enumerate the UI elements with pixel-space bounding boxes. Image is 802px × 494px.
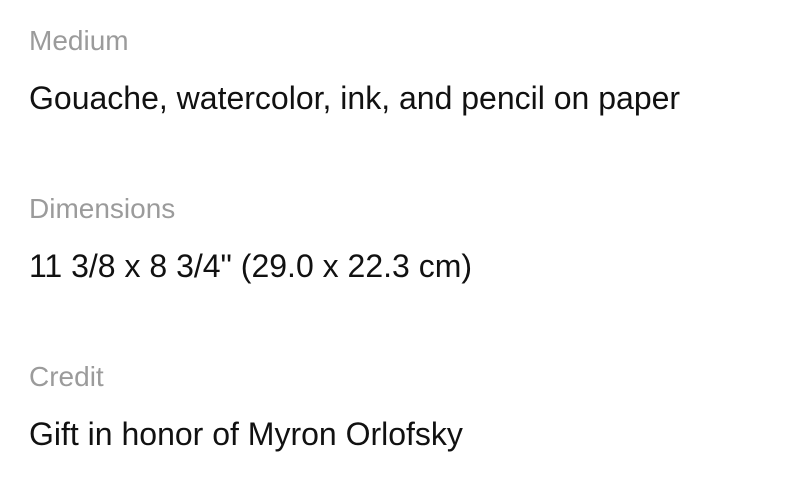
medium-value: Gouache, watercolor, ink, and pencil on paper xyxy=(29,80,681,116)
medium-label: Medium xyxy=(29,25,129,56)
dimensions-field xyxy=(29,192,789,286)
credit-label: Credit xyxy=(29,361,104,392)
artwork-details xyxy=(29,24,789,454)
credit-value: Gift in honor of Myron Orlofsky xyxy=(29,416,463,452)
credit-field xyxy=(29,360,789,454)
dimensions-label: Dimensions xyxy=(29,193,176,224)
medium-field xyxy=(29,24,789,118)
dimensions-value: 11 3/8 x 8 3/4" (29.0 x 22.3 cm) xyxy=(29,248,472,284)
